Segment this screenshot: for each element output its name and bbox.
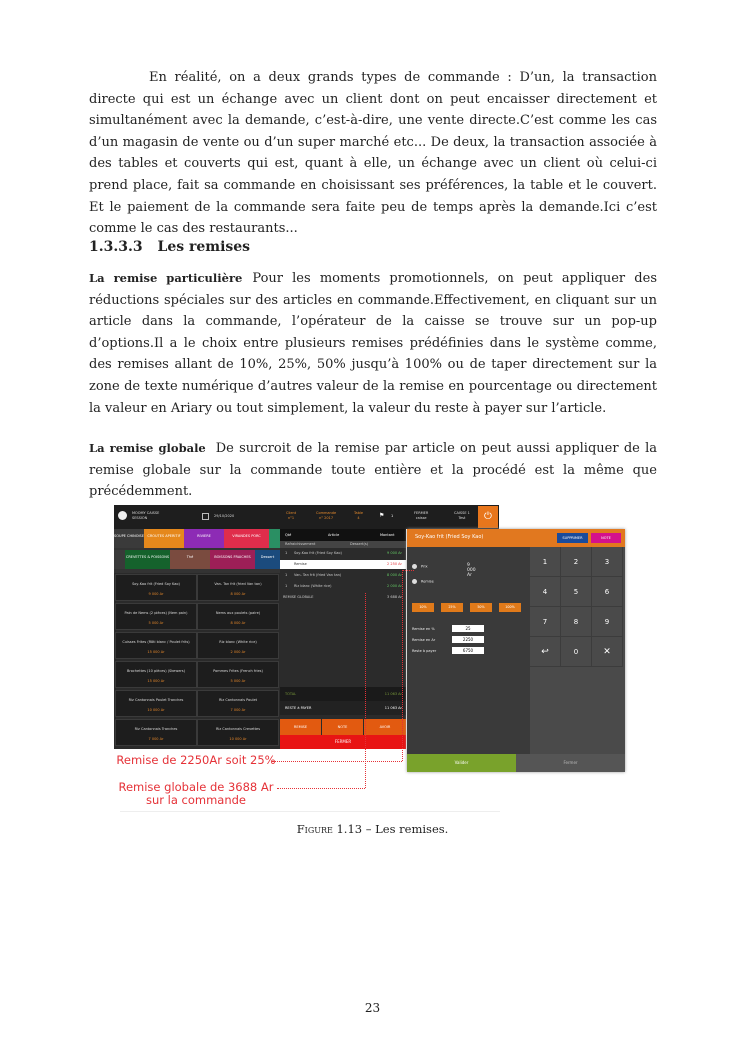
remise-row: Remise: [412, 579, 434, 584]
fermer-caisse-button[interactable]: FERMER caisse: [414, 511, 429, 520]
undo-icon[interactable]: ↩: [530, 637, 561, 667]
prix-row: Prix 9 000 Ar: [412, 564, 428, 569]
annotation-connector: [365, 593, 366, 788]
chef-hat-icon: [118, 511, 127, 520]
category-item[interactable]: Dessert: [255, 550, 280, 569]
section-number: 1.3.3.3: [89, 239, 143, 255]
percent-100-button[interactable]: 100%: [499, 603, 521, 612]
percent-25-button[interactable]: 25%: [441, 603, 463, 612]
key-2[interactable]: 2: [561, 547, 592, 577]
figure-caption: Figure 1.13 – Les remises.: [296, 822, 449, 836]
fermer-popup-button[interactable]: Fermer: [516, 754, 625, 772]
category-bar: [114, 529, 280, 573]
remise-pct-input[interactable]: 25: [452, 625, 484, 632]
order-header: Qté Article Montant: [280, 529, 406, 541]
popup-title: Soy-Kao frit (Fried Soy Kao): [415, 534, 484, 540]
reste-input[interactable]: 6750: [452, 647, 484, 654]
product-grid: [114, 573, 280, 749]
product-tile[interactable]: Pain de Nems (2 pièces) (Nem pain) 5 000 Ar: [115, 603, 197, 630]
order-actions: [280, 719, 406, 735]
key-4[interactable]: 4: [530, 577, 561, 607]
order-reste: RESTE à PAYER 11 063 Ar: [280, 701, 406, 715]
section-heading: [89, 239, 250, 255]
category-item[interactable]: RIVIERE: [184, 529, 224, 548]
annotation-remise-article: Remise de 2250Ar soit 25%: [116, 753, 276, 767]
percent-icon: [412, 579, 417, 584]
power-icon[interactable]: ⏻: [478, 506, 498, 528]
category-item[interactable]: VIRANDES PORC: [224, 529, 269, 548]
order-panel: [280, 529, 406, 749]
price-tag-icon: [412, 564, 417, 569]
caisse-info: CAISSE 1 Test: [454, 511, 470, 520]
key-8[interactable]: 8: [561, 607, 592, 637]
product-tile[interactable]: Riz Cantonnais Tranches 7 000 Ar: [115, 719, 197, 746]
annotation-remise-globale: Remise globale de 3688 Ar sur la commande: [118, 780, 274, 807]
product-tile[interactable]: Riz Cantonnais Crevettes 10 000 Ar: [197, 719, 279, 746]
remise-particuliere-text: Pour les moments promotionnels, on peut appliquer des réductions spéciales sur des articles en commande.Effectivement, en cliquant sur un article dans la commande, l’opérateur de la caisse se trouve sur un pop-up d’options.Il a le choix entre plusieurs remises prédéfinies dans le système comme, des remises allant de 10%, 25%, 50% jusqu’à 100% ou de taper directement sur la zone de texte numérique d’autres valeur de la remise en pourcentage ou directement la valeur en Ariary ou tout simplement, la valeur du reste à payer sur l’article.: [89, 271, 657, 416]
note-popup-button[interactable]: NOTE: [591, 533, 621, 543]
category-item[interactable]: SOUPE CHINOISE: [114, 529, 144, 548]
calendar-icon: [202, 513, 209, 520]
intro-paragraph: En réalité, on a deux grands types de commande : D’un, la transaction directe qui est un échange avec un client dont on peut encaisser directement et simultanément avec la demande, c’est-à-dire, une vente directe.C’est comme les cas d’un magasin de vente ou d’un super marché etc... De deux, la transaction associée à des tables et couverts qui est, quant à elle, un échange avec un client où celui-ci prend place, fait sa commande en choisissant ses préférences, la table et le couvert. Et le paiement de la commande sera faite peu de temps après la demande.Ici c’est comme le cas des restaurants...: [89, 70, 657, 237]
key-5[interactable]: 5: [561, 577, 592, 607]
product-tile[interactable]: Cuisses Frites (Rôti blanc / Poulet frits) 15 000 Ar: [115, 632, 197, 659]
order-subheader: Rafraichissement Dessert(s): [280, 541, 406, 548]
clear-icon[interactable]: ✕: [592, 637, 623, 667]
product-tile[interactable]: Riz blanc (White rice) 2 000 Ar: [197, 632, 279, 659]
key-9[interactable]: 9: [592, 607, 623, 637]
key-0[interactable]: 0: [561, 637, 592, 667]
client-info[interactable]: Client n°1: [286, 511, 297, 520]
reste-field: Reste à payer 6750: [412, 649, 436, 653]
product-tile[interactable]: Riz Cantonnais Poulet 7 000 Ar: [197, 690, 279, 717]
article-options-popup: [407, 529, 625, 772]
remise-button[interactable]: REMISE: [280, 719, 321, 735]
percent-10-button[interactable]: 10%: [412, 603, 434, 612]
key-1[interactable]: 1: [530, 547, 561, 577]
annotation-connector: [402, 570, 414, 571]
annotation-connector: [277, 788, 365, 789]
category-item[interactable]: [114, 550, 125, 569]
note-button[interactable]: NOTE: [322, 719, 363, 735]
remise-ar-input[interactable]: 2250: [452, 636, 484, 643]
category-item[interactable]: Thé: [170, 550, 210, 569]
supprimer-button[interactable]: SUPPRIMER: [557, 533, 588, 543]
order-line-remise-globale[interactable]: REMISE GLOBALE 3 688 Ar: [283, 595, 402, 599]
order-line-remise[interactable]: Remise 2 250 Ar: [280, 560, 406, 569]
couverts-icon[interactable]: ⚑: [379, 512, 385, 519]
annotation-connector: [402, 570, 403, 761]
product-tile[interactable]: Van- Tan frit (fried Van tan) 8 000 Ar: [197, 574, 279, 601]
remise-globale-label: La remise globale: [89, 441, 206, 455]
couverts-count: 1: [391, 514, 394, 518]
remise-particuliere-paragraph: [89, 268, 657, 419]
order-line[interactable]: 1 Soy-Kao frit (Fried Soy Kao) 9 000 Ar: [285, 551, 402, 555]
table-info[interactable]: Table 4: [354, 511, 364, 520]
product-tile[interactable]: Pommes Frites (French fries) 5 000 Ar: [197, 661, 279, 688]
avoir-button[interactable]: AVOIR: [364, 719, 406, 735]
order-line[interactable]: 1 Riz blanc (White rice) 2 000 Ar: [285, 584, 402, 588]
key-6[interactable]: 6: [592, 577, 623, 607]
category-item[interactable]: [269, 529, 280, 548]
valider-button[interactable]: Valider: [407, 754, 516, 772]
commande-info[interactable]: Commande n° 2017: [316, 511, 337, 520]
remise-globale-paragraph: [89, 438, 657, 503]
popup-header: [407, 529, 625, 547]
category-item[interactable]: CROUTES APERITIF: [144, 529, 184, 548]
remise-globale-text: De surcroit de la remise par article on peut aussi appliquer de la remise globale sur la commande toute entière et la procédé est la même que précédemment.: [89, 441, 657, 500]
remise-particuliere-label: La remise particulière: [89, 271, 243, 285]
popup-options-pane: [407, 547, 530, 754]
product-tile[interactable]: Brochettes (10 pièces) (Skewers) 15 000 Ar: [115, 661, 197, 688]
order-line[interactable]: 1 Van- Tan frit (fried Van tan) 8 000 Ar: [285, 573, 402, 577]
annotation-connector: [272, 761, 402, 762]
key-3[interactable]: 3: [592, 547, 623, 577]
category-item[interactable]: BOISSONS FRAICHES: [210, 550, 255, 569]
category-item[interactable]: CREVETTES & POISSONS: [125, 550, 170, 569]
product-tile[interactable]: Riz Cantonnais Poulet Tranches 10 000 Ar: [115, 690, 197, 717]
product-tile[interactable]: Nems aux poulets (paire) 8 000 Ar: [197, 603, 279, 630]
product-tile[interactable]: Soy-Kao frit (Fried Soy Kao) 9 000 Ar: [115, 574, 197, 601]
page-number: 23: [364, 1001, 381, 1015]
figure-baseline: [120, 811, 500, 812]
key-7[interactable]: 7: [530, 607, 561, 637]
date-display: 29/10/2020: [214, 514, 235, 518]
brand: MOOMY CAISSE SESSION: [132, 511, 160, 520]
section-title: Les remises: [157, 239, 251, 255]
fermer-button[interactable]: FERMER: [280, 735, 406, 749]
figure-remises: [114, 505, 626, 813]
remise-ar-field: Remise en Ar 2250: [412, 638, 435, 642]
pos-top-bar: [114, 505, 499, 529]
order-total: TOTAL 11 063 Ar: [280, 687, 406, 701]
remise-pct-field: Remise en % 25: [412, 627, 435, 631]
numeric-keypad: [530, 547, 625, 754]
percent-50-button[interactable]: 50%: [470, 603, 492, 612]
